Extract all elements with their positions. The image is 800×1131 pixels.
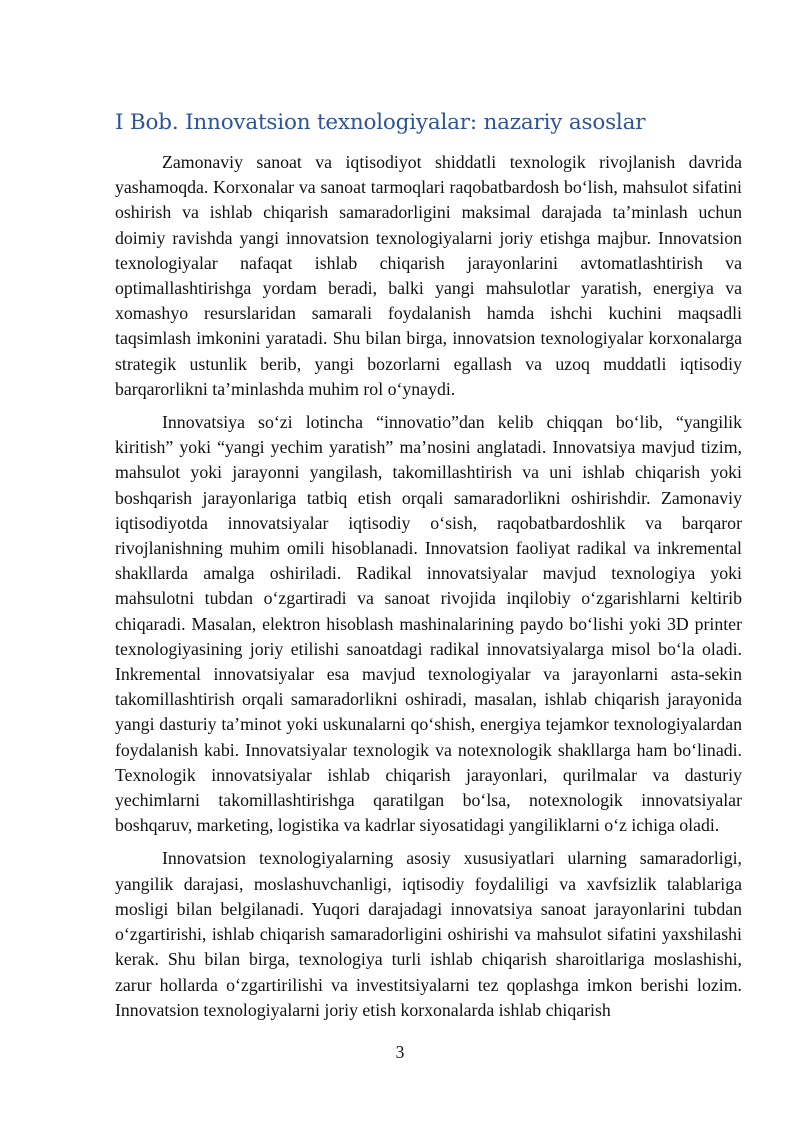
chapter-heading: I Bob. Innovatsion texnologiyalar: nazariy asoslar [115, 110, 646, 135]
paragraph-2: Innovatsiya soʻzi lotincha “innovatio”dan kelib chiqqan boʻlib, “yangilik kiritish” yoki “yangi yechim yaratish” maʼnosini anglatadi. Innovatsiya mavjud tizim, mahsulot yoki jarayonni yangilash, takomillashtirish va uni ishlab chiqarish yoki boshqarish jarayonlariga tatbiq etish orqali samaradorlikni oshirishdir. Zamonaviy iqtisodiyotda innovatsiyalar iqtisodiy oʻsish, raqobatbardoshlik va barqaror rivojlanishning muhim omili hisoblanadi. Innovatsion faoliyat radikal va inkremental shakllarda amalga oshiriladi. Radikal innovatsiyalar mavjud texnologiya yoki mahsulotni tubdan oʻzgartiradi va sanoat rivojida inqilobiy oʻzgarishlarni keltirib chiqaradi. Masalan, elektron hisoblash mashinalarining paydo boʻlishi yoki 3D printer texnologiyasining joriy etilishi sanoatdagi radikal innovatsiyalarga misol boʻla oladi. Inkremental innovatsiyalar esa mavjud texnologiyalar va jarayonlarni asta-sekin takomillashtirish orqali samaradorlikni oshiradi, masalan, ishlab chiqarish jarayonida yangi dasturiy taʼminot yoki uskunalarni qoʻshish, energiya tejamkor texnologiyalardan foydalanish kabi. Innovatsiyalar texnologik va notexnologik shakllarga ham boʻlinadi. Texnologik innovatsiyalar ishlab chiqarish jarayonlari, qurilmalar va dasturiy yechimlarni takomillashtirishga qaratilgan boʻlsa, notexnologik innovatsiyalar boshqaruv, marketing, logistika va kadrlar siyosatidagi yangiliklarni oʻz ichiga oladi. [115, 412, 742, 836]
paragraph-3: Innovatsion texnologiyalarning asosiy xususiyatlari ularning samaradorligi, yangilik darajasi, moslashuvchanligi, iqtisodiy foydaliligi va xavfsizlik talablariga mosligi bilan belgilanadi. Yuqori darajadagi innovatsiya sanoat jarayonlarini tubdan oʻzgartirishi, ishlab chiqarish samaradorligini oshirishi va mahsulot sifatini yaxshilashi kerak. Shu bilan birga, texnologiya turli ishlab chiqarish sharoitlariga moslashishi, zarur hollarda oʻzgartirilishi va investitsiyalarni tez qoplashga imkon berishi lozim. Innovatsion texnologiyalarni joriy etish korxonalarda ishlab chiqarish [115, 848, 742, 1020]
paragraph-1: Zamonaviy sanoat va iqtisodiyot shiddatli texnologik rivojlanish davrida yashamoqda. Korxonalar va sanoat tarmoqlari raqobatbardosh boʻlish, mahsulot sifatini oshirish va ishlab chiqarish samaradorligini maksimal darajada taʼminlash uchun doimiy ravishda yangi innovatsion texnologiyalarni joriy etishga majbur. Innovatsion texnologiyalar nafaqat ishlab chiqarish jarayonlarini avtomatlashtirish va optimallashtirishga yordam beradi, balki yangi mahsulotlar yaratish, energiya va xomashyo resurslaridan samarali foydalanish hamda ishchi kuchini maqsadli taqsimlash imkonini yaratadi. Shu bilan birga, innovatsion texnologiyalar korxonalarga strategik ustunlik berib, yangi bozorlarni egallash va uzoq muddatli iqtisodiy barqarorlikni taʼminlashda muhim rol oʻynaydi. [115, 152, 742, 399]
body-text [115, 150, 742, 1031]
page-number: 3 [395, 1042, 405, 1062]
